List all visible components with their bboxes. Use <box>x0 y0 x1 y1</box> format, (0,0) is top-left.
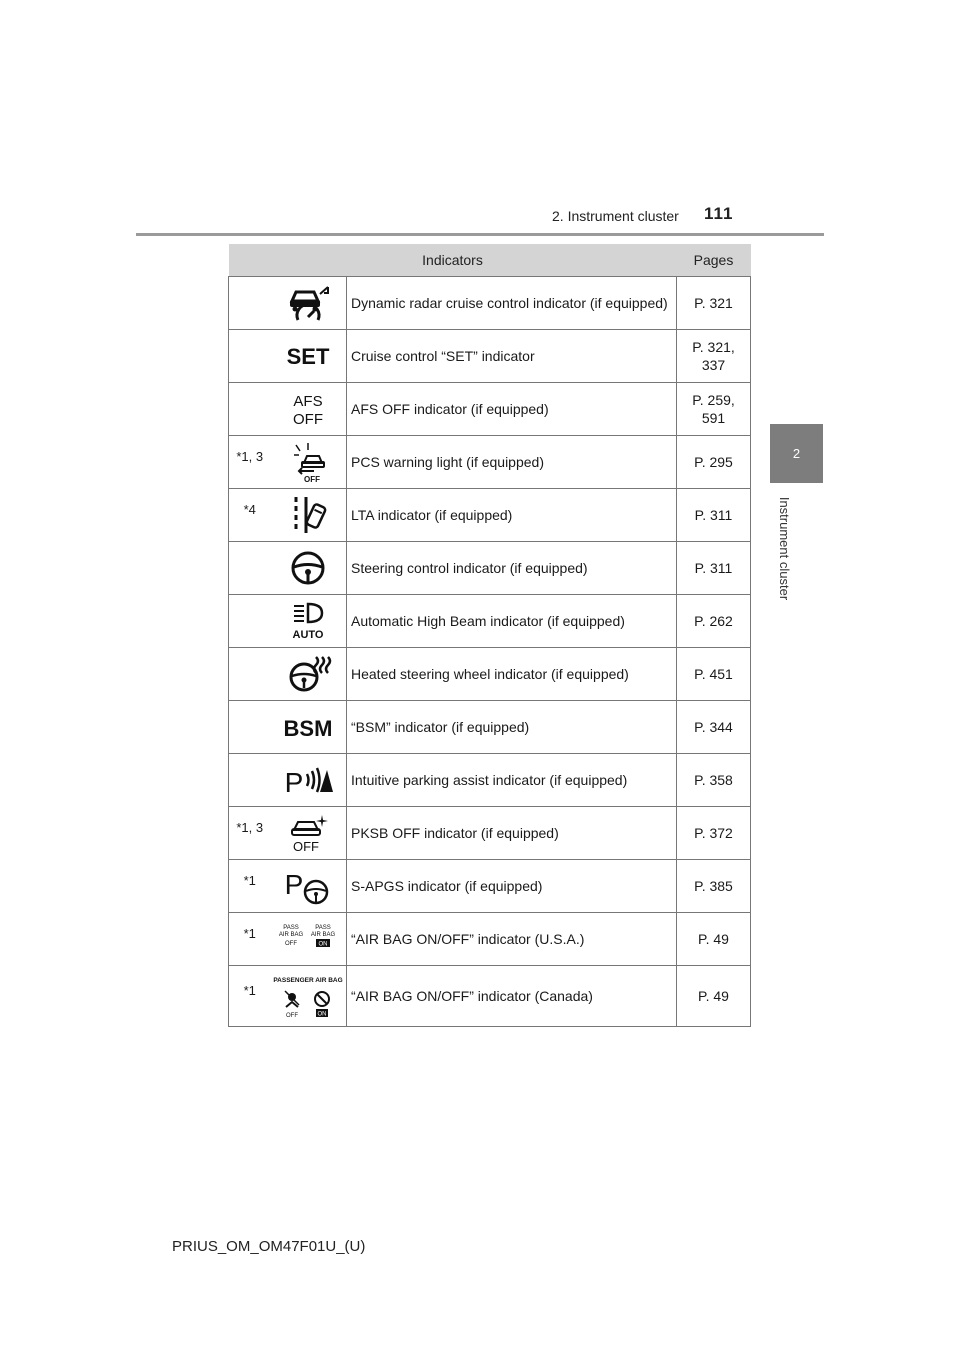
section-title: 2. Instrument cluster <box>552 208 679 224</box>
header-pages: Pages <box>677 244 751 277</box>
indicators-table <box>228 244 751 1027</box>
row-note <box>229 542 271 595</box>
svg-text:OFF: OFF <box>285 941 298 947</box>
row-description: Steering control indicator (if equipped) <box>347 542 677 595</box>
table-row <box>229 489 751 542</box>
page-number: 111 <box>704 204 734 223</box>
row-icon <box>271 330 347 383</box>
table-row <box>229 754 751 807</box>
table-row <box>229 860 751 913</box>
chapter-label: Instrument cluster <box>777 496 793 600</box>
table-row <box>229 701 751 754</box>
row-icon <box>271 595 347 648</box>
row-description: PKSB OFF indicator (if equipped) <box>347 807 677 860</box>
row-icon <box>271 701 347 754</box>
row-pages[interactable]: P. 311 <box>677 542 751 595</box>
row-icon <box>271 754 347 807</box>
row-note: *1, 3 <box>229 807 271 860</box>
table-row <box>229 966 751 1027</box>
row-note <box>229 330 271 383</box>
svg-text:OFF: OFF <box>293 839 320 854</box>
row-pages[interactable]: P. 321 <box>677 277 751 330</box>
svg-text:PASS: PASS <box>283 925 300 931</box>
svg-text:AIR BAG: AIR BAG <box>279 932 304 938</box>
auto-high-beam-icon <box>284 600 332 642</box>
row-note: *1, 3 <box>229 436 271 489</box>
chapter-tab[interactable] <box>770 424 823 483</box>
row-note: *1 <box>229 860 271 913</box>
airbag-usa-icon <box>273 919 343 959</box>
row-description: “BSM” indicator (if equipped) <box>347 701 677 754</box>
svg-text:PASSENGER AIR BAG: PASSENGER AIR BAG <box>273 977 343 984</box>
table-row <box>229 913 751 966</box>
header-divider <box>136 233 824 236</box>
row-icon <box>271 913 347 966</box>
heated-steering-icon <box>284 654 332 694</box>
svg-text:PASS: PASS <box>315 925 332 931</box>
svg-text:OFF: OFF <box>286 1013 299 1019</box>
row-icon <box>271 542 347 595</box>
row-note <box>229 277 271 330</box>
svg-text:AIR BAG: AIR BAG <box>311 932 336 938</box>
svg-text:P: P <box>284 869 304 900</box>
row-pages[interactable]: P. 385 <box>677 860 751 913</box>
row-pages[interactable]: P. 451 <box>677 648 751 701</box>
table-row <box>229 542 751 595</box>
row-description: “AIR BAG ON/OFF” indicator (Canada) <box>347 966 677 1027</box>
row-note: *1 <box>229 966 271 1027</box>
s-apgs-icon <box>282 866 334 906</box>
row-description: S-APGS indicator (if equipped) <box>347 860 677 913</box>
dynamic-radar-cruise-icon <box>284 283 332 323</box>
svg-text:AUTO: AUTO <box>292 629 324 641</box>
document-id: PRIUS_OM_OM47F01U_(U) <box>172 1238 366 1255</box>
row-pages[interactable]: P. 49 <box>677 966 751 1027</box>
table-header-row <box>229 244 751 277</box>
row-note <box>229 383 271 436</box>
row-description: “AIR BAG ON/OFF” indicator (U.S.A.) <box>347 913 677 966</box>
row-description: Heated steering wheel indicator (if equipped) <box>347 648 677 701</box>
row-pages[interactable]: P. 259, 591 <box>677 383 751 436</box>
table-row <box>229 595 751 648</box>
afs-off-icon <box>284 389 332 429</box>
steering-wheel-icon <box>284 548 332 588</box>
table-row <box>229 277 751 330</box>
row-icon <box>271 277 347 330</box>
row-description: Automatic High Beam indicator (if equipped) <box>347 595 677 648</box>
svg-text:ON: ON <box>318 941 328 948</box>
row-pages[interactable]: P. 49 <box>677 913 751 966</box>
row-pages[interactable]: P. 311 <box>677 489 751 542</box>
svg-text:SET: SET <box>286 344 330 369</box>
table-row <box>229 436 751 489</box>
table-row <box>229 807 751 860</box>
table-row <box>229 330 751 383</box>
svg-text:ON: ON <box>317 1011 327 1018</box>
set-icon <box>284 341 332 371</box>
row-note: *1 <box>229 913 271 966</box>
svg-text:P: P <box>284 767 304 798</box>
parking-assist-icon <box>282 762 334 798</box>
row-pages[interactable]: P. 358 <box>677 754 751 807</box>
row-icon <box>271 966 347 1027</box>
pcs-warning-icon <box>284 441 332 483</box>
pksb-off-icon <box>282 812 334 854</box>
row-icon <box>271 383 347 436</box>
row-description: AFS OFF indicator (if equipped) <box>347 383 677 436</box>
row-pages[interactable]: P. 344 <box>677 701 751 754</box>
row-note <box>229 754 271 807</box>
svg-text:OFF: OFF <box>304 475 321 483</box>
row-icon <box>271 860 347 913</box>
lta-icon <box>284 494 332 536</box>
row-pages[interactable]: P. 262 <box>677 595 751 648</box>
chapter-number: 2 <box>792 446 801 461</box>
row-description: Dynamic radar cruise control indicator (if equipped) <box>347 277 677 330</box>
table-row <box>229 383 751 436</box>
row-description: Intuitive parking assist indicator (if equipped) <box>347 754 677 807</box>
row-note <box>229 648 271 701</box>
row-pages[interactable]: P. 372 <box>677 807 751 860</box>
row-description: LTA indicator (if equipped) <box>347 489 677 542</box>
svg-text:OFF: OFF <box>293 411 324 428</box>
row-note: *4 <box>229 489 271 542</box>
bsm-icon <box>282 712 334 742</box>
row-description: PCS warning light (if equipped) <box>347 436 677 489</box>
row-note <box>229 595 271 648</box>
row-icon <box>271 648 347 701</box>
header-indicators: Indicators <box>229 244 677 277</box>
row-icon <box>271 436 347 489</box>
table-row <box>229 648 751 701</box>
row-icon <box>271 807 347 860</box>
row-pages[interactable]: P. 295 <box>677 436 751 489</box>
row-pages[interactable]: P. 321, 337 <box>677 330 751 383</box>
row-icon <box>271 489 347 542</box>
svg-text:AFS: AFS <box>293 393 323 410</box>
svg-text:BSM: BSM <box>283 716 333 741</box>
airbag-canada-icon <box>272 973 344 1019</box>
row-note <box>229 701 271 754</box>
row-description: Cruise control “SET” indicator <box>347 330 677 383</box>
